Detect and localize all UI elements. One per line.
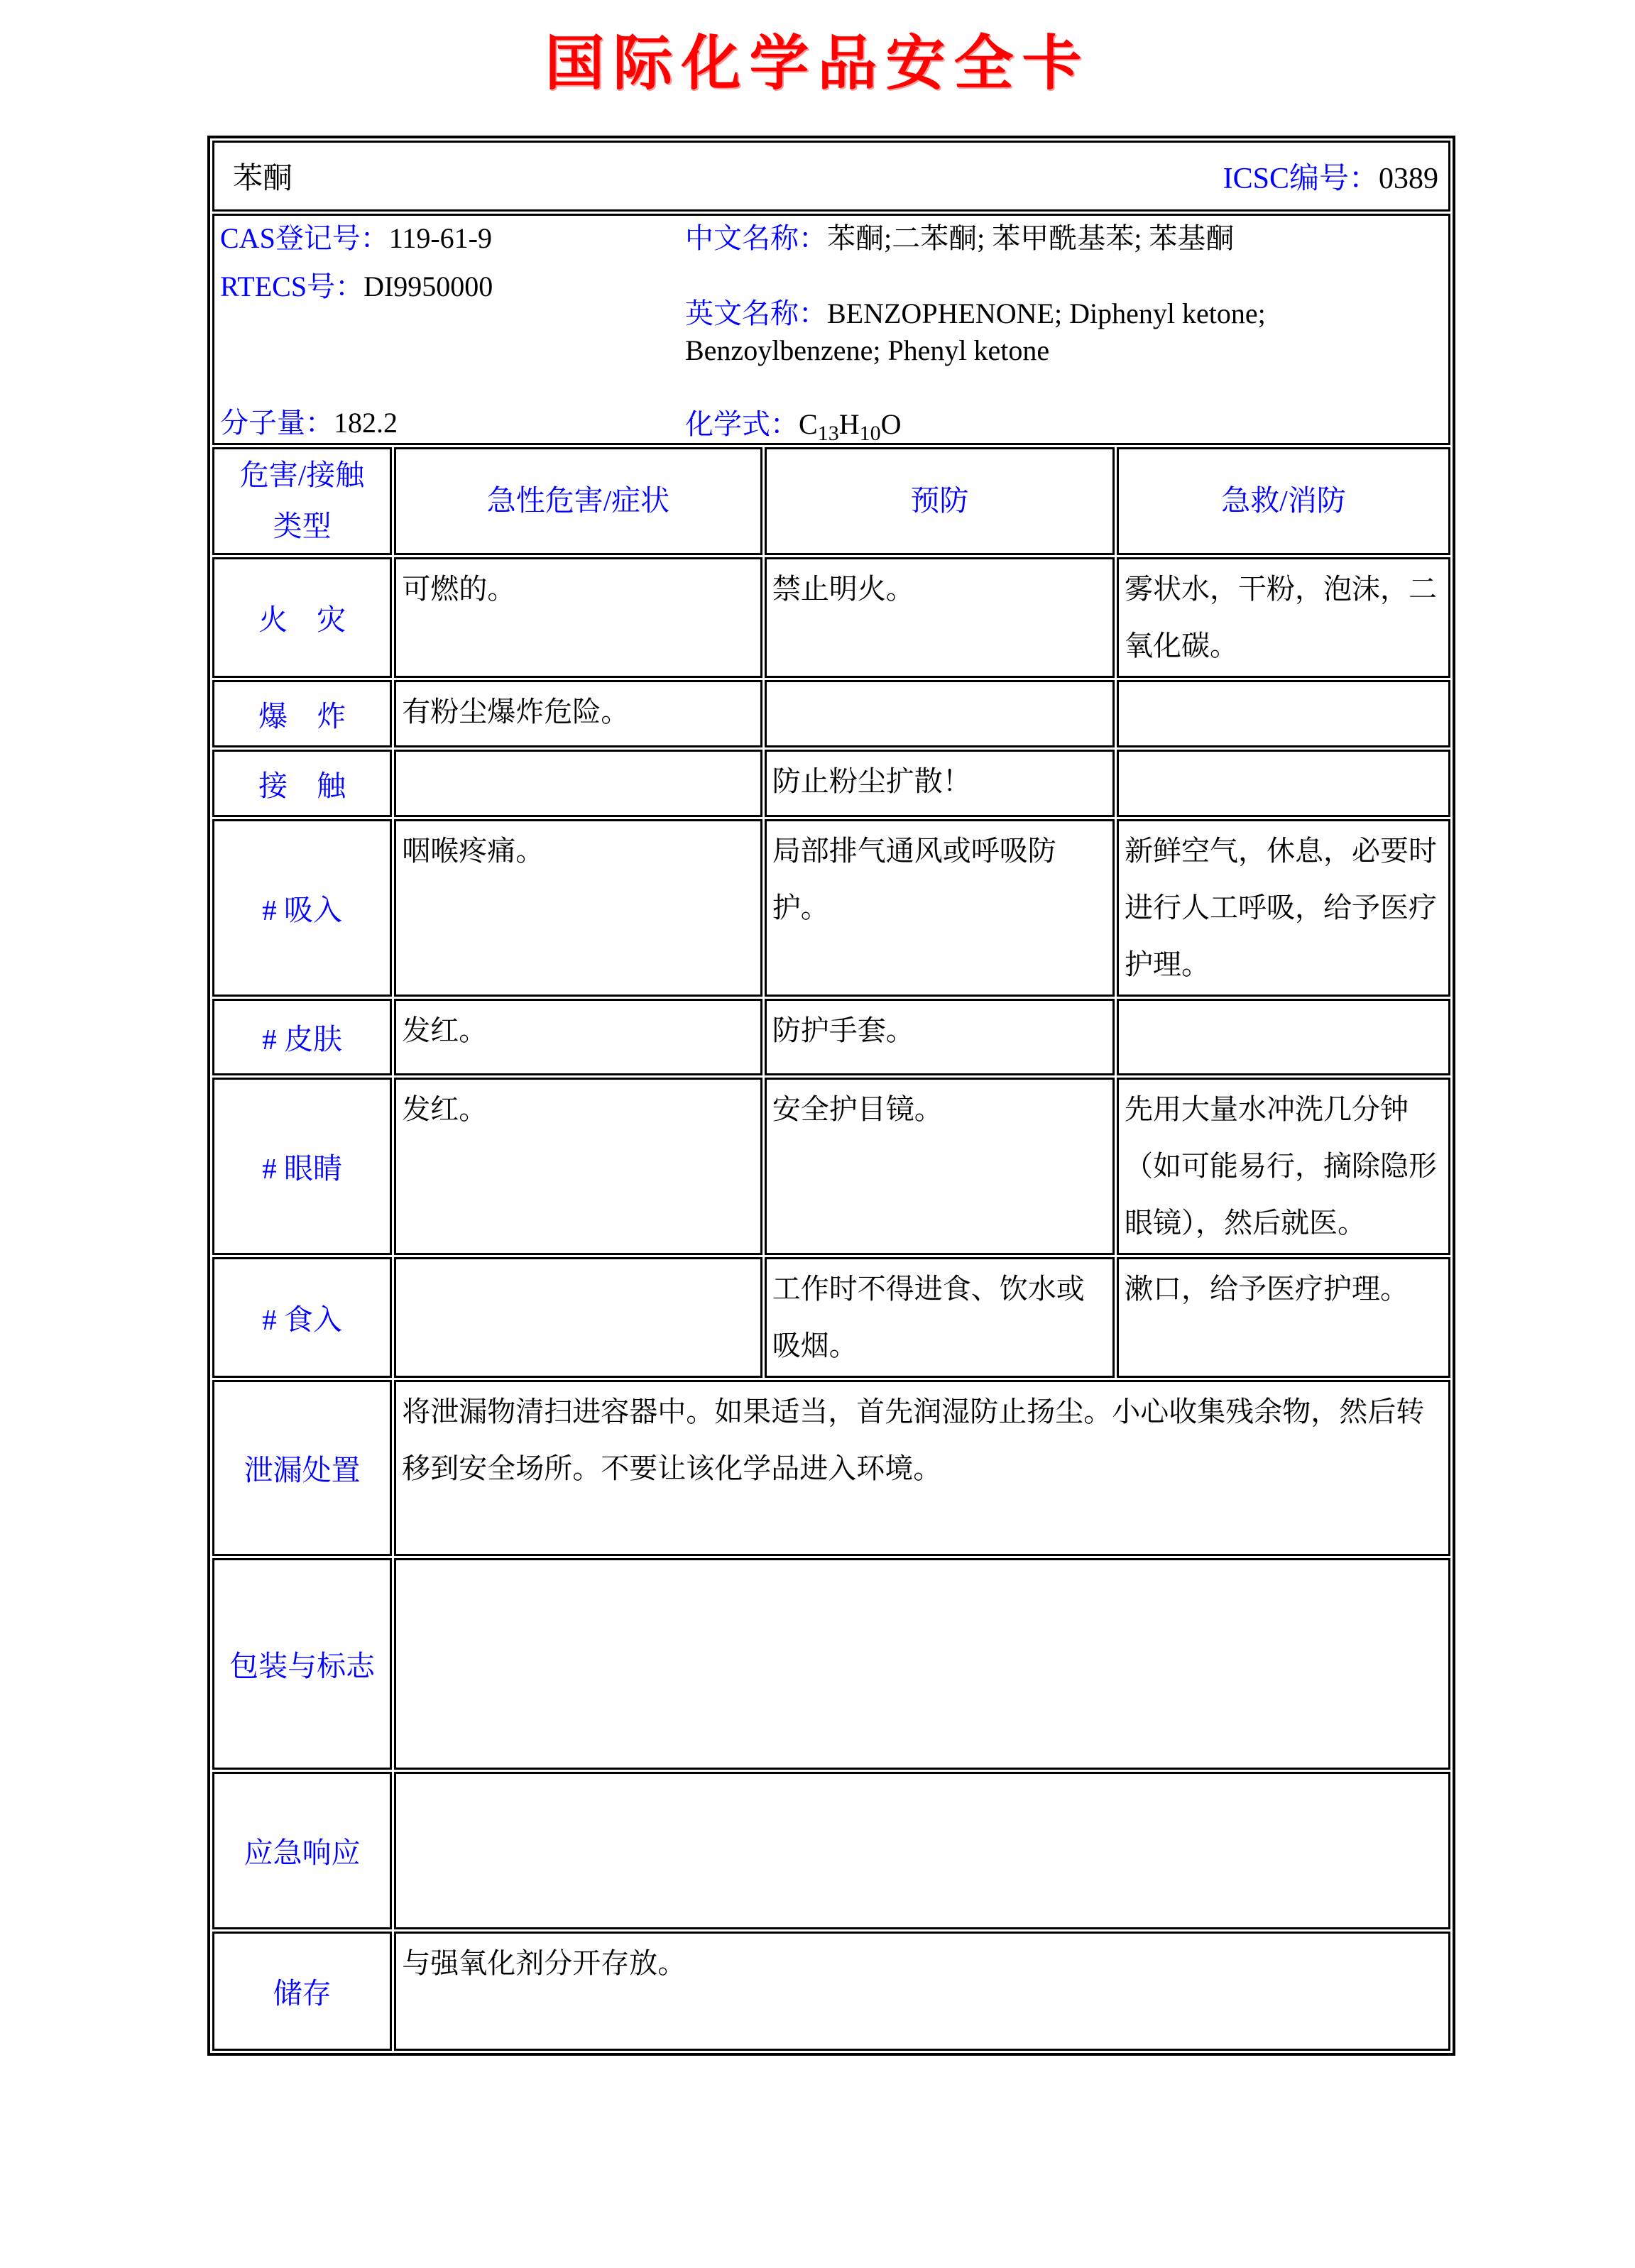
- row-storage: [212, 1932, 1450, 2051]
- row-exposure: [212, 750, 1450, 817]
- english-names-value: BENZOPHENONE; Diphenyl ketone; Benzoylbenzene; Phenyl ketone: [685, 297, 1266, 366]
- header-acute-symptoms: 急性危害/症状: [394, 447, 762, 555]
- hazard-type-cell: # 皮肤: [212, 999, 392, 1075]
- row-packaging-labelling: [212, 1558, 1450, 1770]
- registry-right-column: [685, 220, 1441, 443]
- symptoms-cell: 发红。: [394, 999, 762, 1075]
- row-fire: [212, 557, 1450, 678]
- hazard-type-cell: 火 灾: [212, 557, 392, 678]
- firstaid-cell: [1117, 999, 1450, 1075]
- chemical-name-cell: [212, 141, 1450, 212]
- cas-number-line: [220, 220, 685, 257]
- hazard-type-cell: 爆 炸: [212, 680, 392, 747]
- symptoms-cell: [394, 1257, 762, 1378]
- symptoms-cell: [394, 750, 762, 817]
- prevention-cell: 禁止明火。: [765, 557, 1115, 678]
- symptoms-cell: 咽喉疼痛。: [394, 819, 762, 997]
- row-table-header: [212, 447, 1450, 555]
- prevention-cell: 工作时不得进食、饮水或吸烟。: [765, 1257, 1115, 1378]
- chemical-formula-line: 化学式：$C_{13}H_{10}O$: [685, 408, 902, 445]
- hazard-type-cell: 接 触: [212, 750, 392, 817]
- section-label-cell: 包装与标志: [212, 1558, 392, 1770]
- firstaid-cell: [1117, 680, 1450, 747]
- hazard-type-cell: # 眼睛: [212, 1078, 392, 1255]
- registry-left-column: [220, 220, 685, 443]
- section-content-cell: 与强氧化剂分开存放。: [394, 1932, 1450, 2051]
- rtecs-label: RTECS号：: [220, 270, 364, 302]
- row-skin: [212, 999, 1450, 1075]
- cas-value: 119-61-9: [388, 222, 492, 254]
- prevention-cell: 安全护目镜。: [765, 1078, 1115, 1255]
- section-label-cell: 泄漏处置: [212, 1380, 392, 1556]
- molecular-weight-line: [220, 405, 685, 442]
- firstaid-cell: 先用大量水冲洗几分钟（如可能易行，摘除隐形眼镜），然后就医。: [1117, 1078, 1450, 1255]
- chinese-names-value: 苯酮;二苯酮; 苯甲酰基苯; 苯基酮: [827, 222, 1235, 254]
- symptoms-cell: 发红。: [394, 1078, 762, 1255]
- prevention-cell: 防护手套。: [765, 999, 1115, 1075]
- registry-info-cell: [212, 214, 1450, 445]
- prevention-cell: [765, 680, 1115, 747]
- molecular-weight-value: 182.2: [334, 407, 398, 439]
- english-names-line: [685, 295, 1441, 369]
- chinese-names-label: 中文名称：: [685, 222, 827, 254]
- row-chemical-name: [212, 141, 1450, 212]
- header-firstaid-firefighting: 急救/消防: [1117, 447, 1450, 555]
- header-hazard-type: 危害/接触类型: [212, 447, 392, 555]
- rtecs-number-line: [220, 268, 685, 305]
- section-content-cell: [394, 1558, 1450, 1770]
- prevention-cell: 局部排气通风或呼吸防护。: [765, 819, 1115, 997]
- page-title: 国际化学品安全卡: [545, 30, 1090, 97]
- icsc-number-label: ICSC编号：: [1223, 163, 1379, 195]
- firstaid-cell: 漱口，给予医疗护理。: [1117, 1257, 1450, 1378]
- chinese-names-line: [685, 220, 1441, 257]
- section-label-cell: 应急响应: [212, 1772, 392, 1929]
- row-registry-info: [212, 214, 1450, 445]
- firstaid-cell: [1117, 750, 1450, 817]
- section-label-cell: 储存: [212, 1932, 392, 2051]
- symptoms-cell: 可燃的。: [394, 557, 762, 678]
- hazard-type-cell: # 食入: [212, 1257, 392, 1378]
- icsc-card-table: [207, 136, 1455, 2056]
- row-emergency-response: [212, 1772, 1450, 1929]
- row-ingestion: [212, 1257, 1450, 1378]
- icsc-number-value: 0389: [1379, 163, 1438, 195]
- header-prevention: 预防: [765, 447, 1115, 555]
- section-content-cell: 将泄漏物清扫进容器中。如果适当，首先润湿防止扬尘。小心收集残余物，然后转移到安全场所。不要让该化学品进入环境。: [394, 1380, 1450, 1556]
- firstaid-cell: 雾状水，干粉，泡沫，二氧化碳。: [1117, 557, 1450, 678]
- row-explosion: [212, 680, 1450, 747]
- molecular-weight-label: 分子量：: [220, 407, 334, 439]
- english-names-label: 英文名称：: [685, 297, 827, 329]
- hazard-type-cell: # 吸入: [212, 819, 392, 997]
- rtecs-value: DI9950000: [363, 270, 493, 302]
- row-inhalation: [212, 819, 1450, 997]
- symptoms-cell: 有粉尘爆炸危险。: [394, 680, 762, 747]
- icsc-number-group: [1223, 155, 1438, 197]
- row-eyes: [212, 1078, 1450, 1255]
- section-content-cell: [394, 1772, 1450, 1929]
- firstaid-cell: 新鲜空气，休息，必要时进行人工呼吸，给予医疗护理。: [1117, 819, 1450, 997]
- chemical-formula-label: 化学式：: [685, 408, 799, 440]
- cas-label: CAS登记号：: [220, 222, 389, 254]
- row-spillage-disposal: [212, 1380, 1450, 1556]
- chemical-name: 苯酮: [233, 163, 293, 195]
- prevention-cell: 防止粉尘扩散！: [765, 750, 1115, 817]
